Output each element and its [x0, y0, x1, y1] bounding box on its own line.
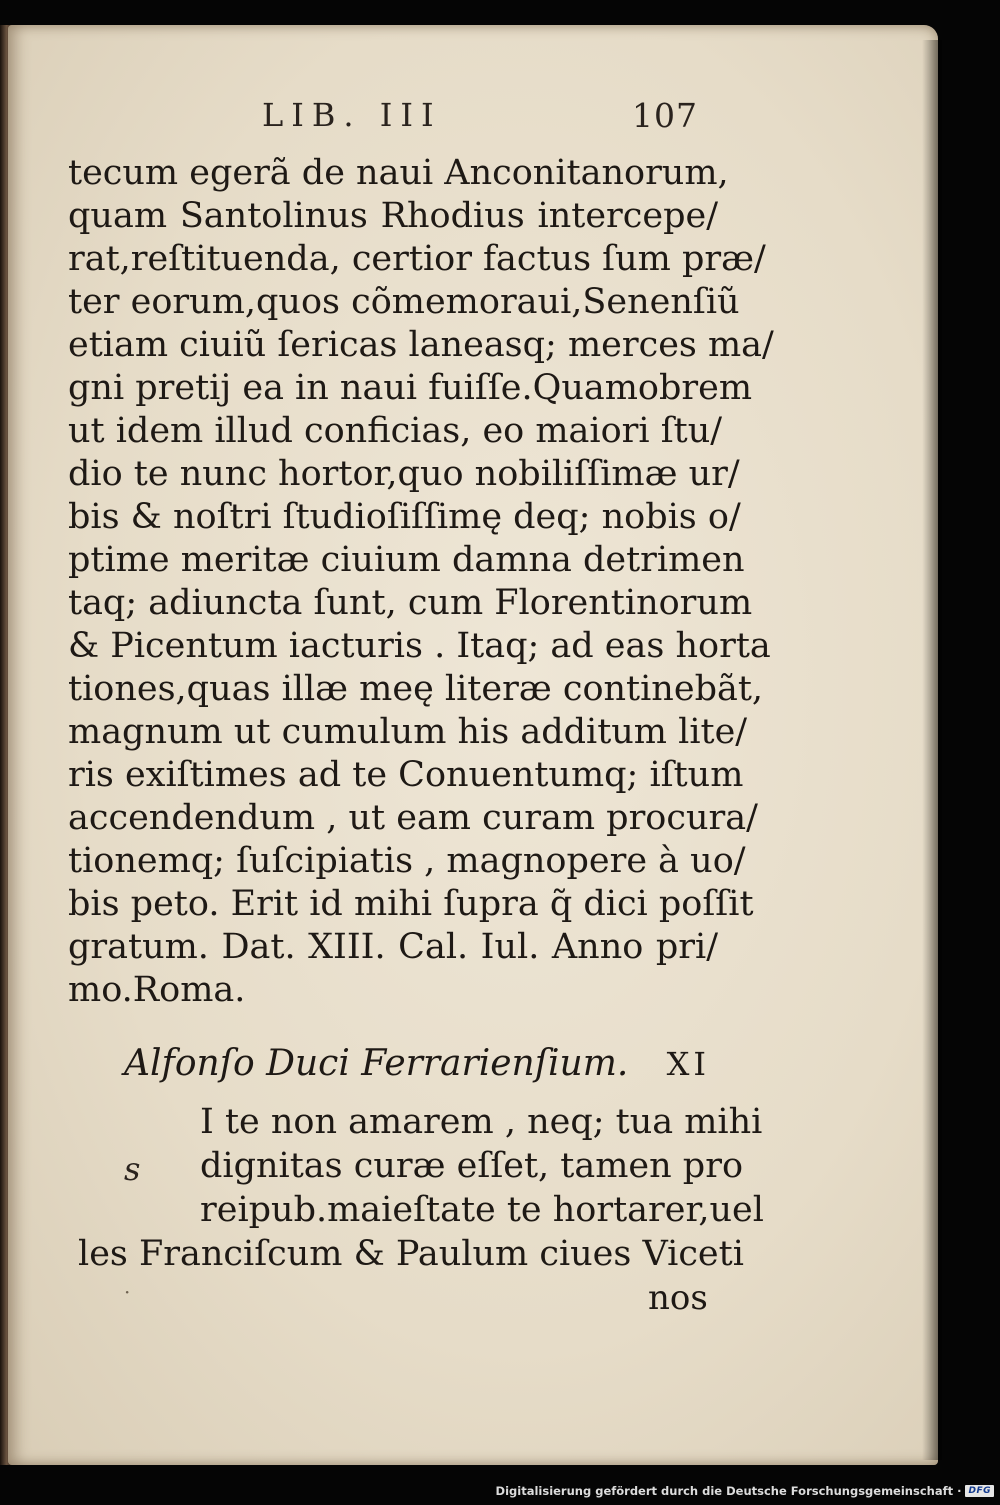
text-line: & Picentum iacturis . Itaq; ad eas horta — [68, 626, 771, 666]
catchword: nos — [648, 1278, 708, 1318]
dfg-logo: DFG — [965, 1485, 994, 1497]
text-line: dignitas curæ eſſet, tamen pro — [200, 1146, 744, 1186]
text-line: etiam ciuiũ ſericas laneasq; merces ma/ — [68, 325, 774, 365]
text-line: reipub.maieſtate te hortarer,uel — [200, 1190, 764, 1230]
page-number: 107 — [632, 96, 698, 135]
text-line: quam Santolinus Rhodius intercepe/ — [68, 196, 718, 236]
text-line: tiones,quas illæ meę literæ continebãt, — [68, 669, 764, 709]
text-line: tionemq; ſuſcipiatis , magnopere à uo/ — [68, 841, 746, 881]
letter-addressee: Alfonſo Duci Ferrarienſium. — [124, 1043, 629, 1084]
running-head — [0, 96, 1000, 148]
digitization-credit — [496, 1480, 994, 1502]
text-line: tecum egerã de naui Anconitanorum, — [68, 153, 729, 193]
text-line: taq; adiuncta ſunt, cum Florentinorum — [68, 583, 753, 623]
text-line: I te non amarem , neq; tua mihi — [200, 1102, 763, 1142]
text-line: les Franciſcum & Paulum ciues Viceti — [78, 1234, 744, 1274]
letter-continuation-text — [68, 152, 774, 1012]
text-line: bis peto. Erit id mihi ſupra q̃ dici poſſit — [68, 884, 754, 924]
drop-cap-guide-letter: s — [124, 1150, 141, 1188]
text-line: ris exiſtimes ad te Conuentumq; iſtum — [68, 755, 744, 795]
credit-text: Digitalisierung gefördert durch die Deutsche Forschungsgemeinschaft · — [495, 1484, 962, 1498]
text-line: rat,reſtituenda, certior factus ſum præ/ — [68, 239, 766, 279]
running-head-title: LIB. III — [262, 96, 442, 134]
text-line: mo.Roma. — [68, 970, 246, 1010]
letter-body-text — [78, 1100, 764, 1276]
text-line: ut idem illud conficias, eo maiori ſtu/ — [68, 411, 723, 451]
text-line: magnum ut cumulum his additum lite/ — [68, 712, 748, 752]
margin-mark: · — [124, 1280, 131, 1304]
text-line: accendendum , ut eam curam procura/ — [68, 798, 758, 838]
letter-number: XI — [666, 1045, 710, 1083]
text-line: dio te nunc hortor,quo nobiliſſimæ ur/ — [68, 454, 740, 494]
text-line: gratum. Dat. XIII. Cal. Iul. Anno pri/ — [68, 927, 718, 967]
letter-heading — [124, 1040, 710, 1088]
text-line: ter eorum,quos cõmemoraui,Senenſiũ — [68, 282, 740, 322]
text-line: ptime meritæ ciuium damna detrimen — [68, 540, 745, 580]
text-line: bis & noſtri ſtudioſiſſimę deq; nobis o/ — [68, 497, 741, 537]
text-line: gni pretij ea in naui fuiſſe.Quamobrem — [68, 368, 753, 408]
page-edge-shadow — [922, 40, 942, 1460]
